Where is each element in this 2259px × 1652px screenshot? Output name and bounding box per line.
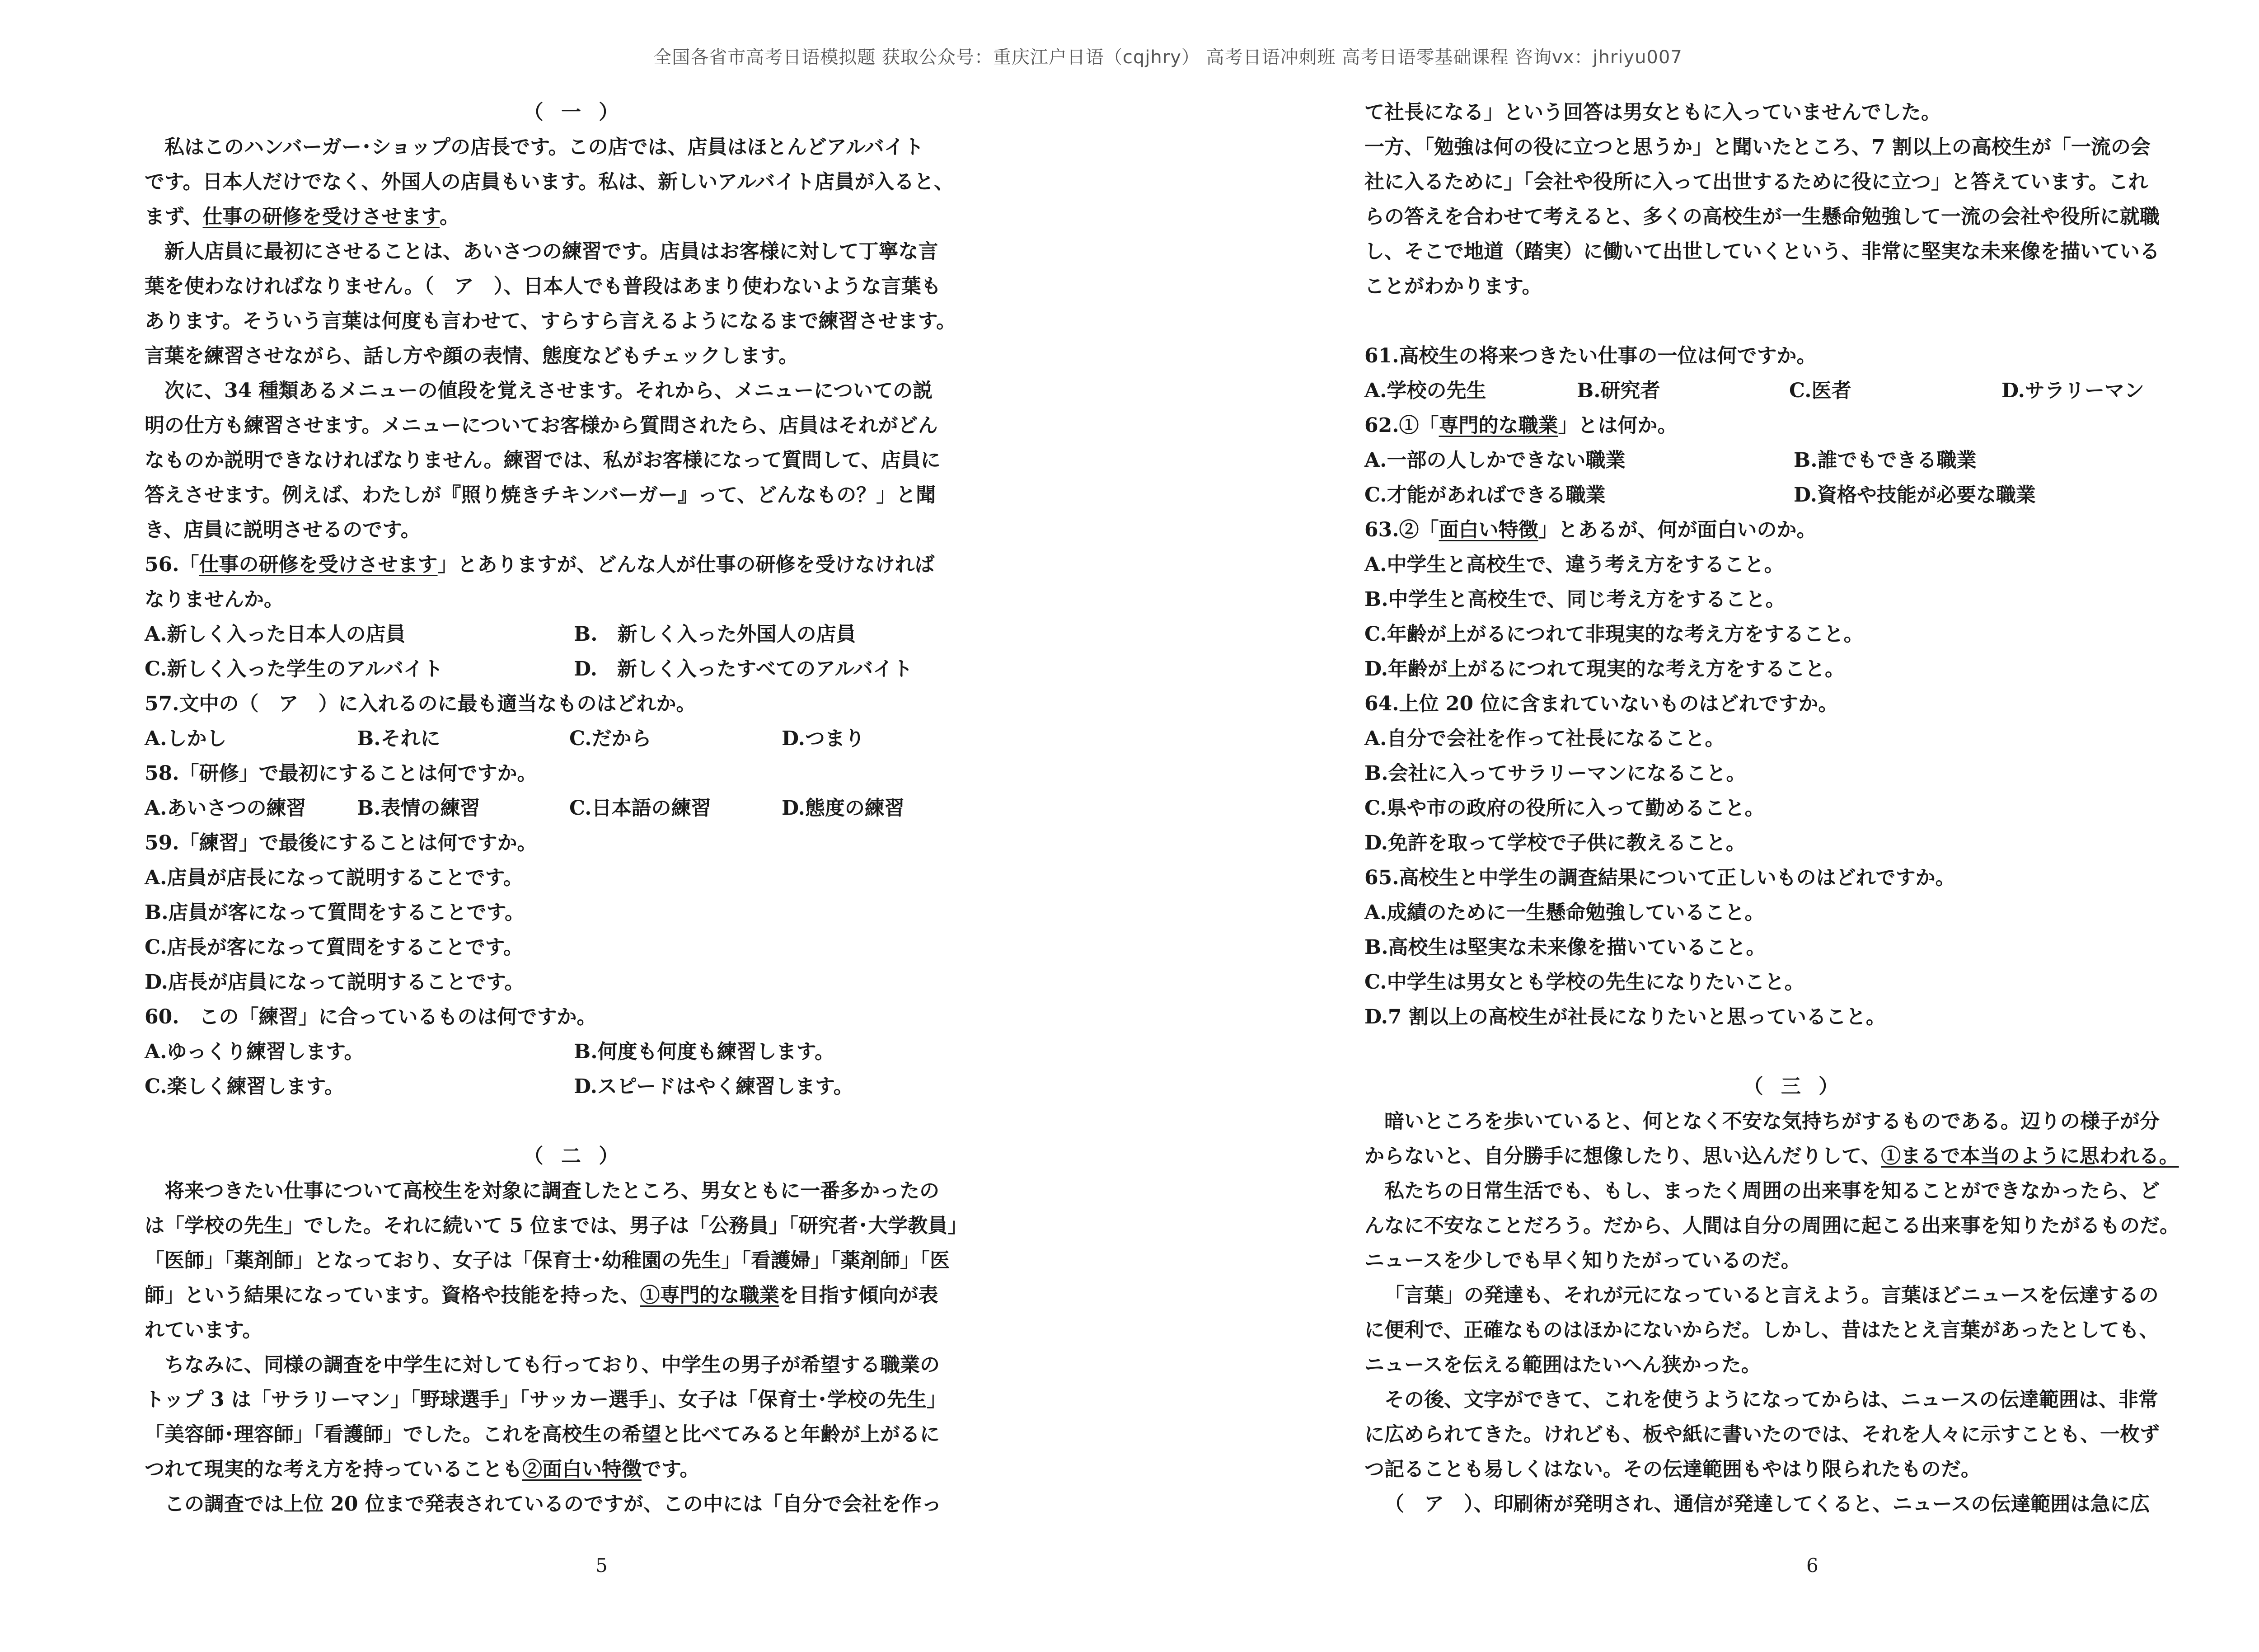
page-number-left: 5 — [595, 1554, 608, 1577]
option-56-a[interactable]: A.新しく入った日本人の店員 — [145, 623, 406, 646]
section-2-passage-a — [145, 1173, 1003, 1278]
passage-line: んなに不安なことだろう。だから、人間は自分の周囲に起こる出来事を知りたがるものだ。 — [1364, 1214, 2179, 1237]
passage-line: あります。そういう言葉は何度も言わせて、すらすら言えるようになるまで練習させます。 — [145, 310, 956, 333]
passage-line: 社に入るために」「会社や役所に入って出世するために役に立つ」と答えています。これ — [1364, 170, 2148, 193]
option-57-a[interactable]: A.しかし — [145, 727, 227, 750]
option-56-d[interactable]: D. 新しく入ったすべてのアルバイト — [574, 657, 913, 681]
passage-line: て社長になる」という回答は男女ともに入っていませんでした。 — [1364, 101, 1941, 124]
option-65-d[interactable]: D.7 割以上の高校生が社長になりたいと思っていること。 — [1364, 1005, 1886, 1028]
option-64-b[interactable]: B.会社に入ってサラリーマンになること。 — [1364, 762, 1746, 785]
passage-line: 葉を使わなければなりません。（ ア ）、日本人でも普段はあまり使わないような言葉も — [145, 275, 941, 298]
passage-line: ニュースを伝える範囲はたいへん狭かった。 — [1364, 1353, 1761, 1376]
passage-line: 言葉を練習させながら、話し方や顔の表情、態度などもチェックします。 — [145, 344, 799, 367]
passage-line: なものか説明できなければなりません。練習では、私がお客様になって質問して、店員に — [145, 449, 941, 472]
left-page — [145, 95, 1003, 1521]
section-3-line-2: からないと、自分勝手に想像したり、思い込んだりして、①まるで本当のように思われる。 — [1364, 1145, 2179, 1168]
option-58-d[interactable]: D.態度の練習 — [782, 797, 905, 820]
passage-line: 明の仕方も練習させます。メニューについてお客様から質問されたら、店員はそれがどん — [145, 414, 938, 437]
right-page — [1364, 95, 2223, 1521]
question-57-stem: 57.文中の（ ア ）に入れるのに最も適当なものはどれか。 — [145, 692, 696, 715]
passage-line: つ記ることも易しくはない。その伝達範囲もやはり限られたものだ。 — [1364, 1458, 1981, 1481]
passage-line: ことがわかります。 — [1364, 275, 1542, 298]
section-2-title: （ 二 ） — [523, 1145, 624, 1168]
question-63-stem: 63.②「面白い特徴」とあるが、何が面白いのか。 — [1364, 518, 1817, 541]
option-61-c[interactable]: C.医者 — [1789, 379, 1851, 402]
question-56-stem: 56.「仕事の研修を受けさせます」とありますが、どんな人が仕事の研修を受けなければ — [145, 553, 935, 576]
passage-line: き、店員に説明させるのです。 — [145, 518, 421, 541]
section-2-continued — [1364, 95, 2223, 304]
option-61-b[interactable]: B.研究者 — [1577, 379, 1660, 402]
option-59-a[interactable]: A.店員が店長になって説明することです。 — [145, 866, 523, 889]
option-57-b[interactable]: B.それに — [357, 727, 441, 750]
option-60-b[interactable]: B.何度も何度も練習します。 — [574, 1040, 834, 1063]
passage-line: （ ア ）、印刷術が発明され、通信が発達してくると、ニュースの伝達範囲は急に広 — [1384, 1492, 2150, 1516]
option-65-a[interactable]: A.成績のために一生懸命勉強していること。 — [1364, 901, 1765, 924]
option-60-c[interactable]: C.楽しく練習します。 — [145, 1075, 345, 1098]
option-61-a[interactable]: A.学校の先生 — [1364, 379, 1486, 402]
option-64-c[interactable]: C.県や市の政府の役所に入って勤めること。 — [1364, 797, 1765, 820]
passage-line: 答えさせます。例えば、わたしが『照り焼きチキンバーガー』って、どんなもの？」と聞 — [145, 483, 936, 507]
passage-line: に広められてきた。けれども、板や紙に書いたのでは、それを人々に示すことも、一枚ず — [1364, 1423, 2160, 1446]
section-3-line-1: 暗いところを歩いていると、何となく不安な気持ちがするものである。辺りの様子が分 — [1384, 1110, 2160, 1133]
option-56-c[interactable]: C.新しく入った学生のアルバイト — [145, 657, 443, 681]
question-65-stem: 65.高校生と中学生の調査結果について正しいものはどれですか。 — [1364, 866, 1955, 889]
question-56-stem-line2: なりませんか。 — [145, 588, 284, 611]
passage-line: 「美容師･理容師」「看護師」でした。これを高校生の希望と比べてみると年齢が上がるに — [145, 1423, 940, 1446]
section-3-title: （ 三 ） — [1743, 1075, 1844, 1098]
passage-line: 私たちの日常生活でも、もし、まったく周囲の出来事を知ることができなかったら、ど — [1384, 1179, 2160, 1202]
option-64-d[interactable]: D.免許を取って学校で子供に教えること。 — [1364, 831, 1746, 854]
option-62-a[interactable]: A.一部の人しかできない職業 — [1364, 449, 1626, 472]
option-59-b[interactable]: B.店員が客になって質問をすることです。 — [145, 901, 525, 924]
passage-line: らの答えを合わせて考えると、多くの高校生が一生懸命勉強して一流の会社や役所に就職 — [1364, 205, 2160, 228]
question-60-options-row1 — [145, 1034, 1003, 1069]
question-62-options-row1 — [1364, 443, 2223, 478]
option-63-c[interactable]: C.年齢が上がるにつれて非現実的な考え方をすること。 — [1364, 623, 1864, 646]
option-56-b[interactable]: B. 新しく入った外国人の店員 — [574, 623, 856, 646]
option-62-c[interactable]: C.才能があればできる職業 — [1364, 483, 1606, 507]
question-61-options — [1364, 373, 2223, 408]
passage-line: まず、仕事の研修を受けさせます。 — [145, 205, 459, 228]
question-56-options-row1 — [145, 617, 1003, 652]
passage-line: 一方、「勉強は何の役に立つと思うか」と聞いたところ、7 割以上の高校生が「一流の会 — [1364, 136, 2151, 159]
section-1-title: （ 一 ） — [523, 101, 624, 124]
option-59-d[interactable]: D.店長が店員になって説明することです。 — [145, 971, 525, 994]
passage-line: 私はこのハンバーガー･ショップの店長です。この店では、店員はほとんどアルバイト — [164, 136, 924, 159]
passage-line: 「医師」「薬剤師」となっており、女子は「保育士･幼稚園の先生」「看護婦」「薬剤師」「医 — [145, 1249, 950, 1272]
option-63-a[interactable]: A.中学生と高校生で、違う考え方をすること。 — [1364, 553, 1784, 576]
option-58-a[interactable]: A.あいさつの練習 — [145, 797, 306, 820]
question-61-stem: 61.高校生の将来つきたい仕事の一位は何ですか。 — [1364, 344, 1817, 367]
passage-line: 将来つきたい仕事について高校生を対象に調査したところ、男女ともに一番多かったの — [164, 1179, 940, 1202]
passage-line: トップ 3 は「サラリーマン」「野球選手」「サッカー選手」、女子は「保育士･学校の先生」 — [145, 1388, 947, 1411]
option-65-c[interactable]: C.中学生は男女とも学校の先生になりたいこと。 — [1364, 971, 1804, 994]
section-2-last-line: この調査では上位 20 位まで発表されているのですが、この中には「自分で会社を作っ — [164, 1492, 942, 1516]
page-header: 全国各省市高考日语模拟题 获取公众号：重庆江户日语（cqjhry） 高考日语冲刺班 高考日语零基础课程 咨询vx：jhriyu007 — [653, 47, 1683, 68]
question-57-options — [145, 721, 1003, 756]
section-2-passage-b — [145, 1313, 1003, 1452]
passage-line: 次に、34 種類あるメニューの値段を覚えさせます。それから、メニューについての説 — [164, 379, 933, 402]
option-64-a[interactable]: A.自分で会社を作って社長になること。 — [1364, 727, 1725, 750]
option-62-b[interactable]: B.誰でもできる職業 — [1794, 449, 1977, 472]
section-1-passage — [145, 130, 1003, 547]
passage-line: に便利で、正確なものはほかにないからだ。しかし、昔はたとえ言葉があったとしても、 — [1364, 1319, 2159, 1342]
page-number-right: 6 — [1806, 1554, 1818, 1577]
passage-line: ニュースを少しでも早く知りたがっているのだ。 — [1364, 1249, 1801, 1272]
passage-line: ちなみに、同様の調査を中学生に対しても行っており、中学生の男子が希望する職業の — [164, 1353, 940, 1376]
section-2-line-underline-2: つれて現実的な考え方を持っていることも②面白い特徴です。 — [145, 1458, 700, 1481]
option-65-b[interactable]: B.高校生は堅実な未来像を描いていること。 — [1364, 936, 1766, 959]
option-63-d[interactable]: D.年齢が上がるにつれて現実的な考え方をすること。 — [1364, 657, 1845, 681]
passage-line: その後、文字ができて、これを使うようになってからは、ニュースの伝達範囲は、非常 — [1384, 1388, 2158, 1411]
question-56-options-row2 — [145, 652, 1003, 686]
passage-line: 「言葉」の発達も、それが元になっていると言えよう。言葉ほどニュースを伝達するの — [1384, 1284, 2159, 1307]
passage-line: し、そこで地道（踏実）に働いて出世していくという、非常に堅実な未来像を描いている — [1364, 240, 2160, 263]
section-3-passage — [1364, 1173, 2223, 1521]
option-63-b[interactable]: B.中学生と高校生で、同じ考え方をすること。 — [1364, 588, 1786, 611]
question-58-options — [145, 791, 1003, 826]
question-64-stem: 64.上位 20 位に含まれていないものはどれですか。 — [1364, 692, 1838, 715]
option-60-d[interactable]: D.スピードはやく練習します。 — [574, 1075, 853, 1098]
option-57-d[interactable]: D.つまり — [782, 727, 865, 750]
question-59-stem: 59.「練習」で最後にすることは何ですか。 — [145, 831, 537, 854]
option-60-a[interactable]: A.ゆっくり練習します。 — [145, 1040, 364, 1063]
section-2-line-underline-1: 師」という結果になっています。資格や技能を持った、①専門的な職業を目指す傾向が表 — [145, 1284, 938, 1307]
option-58-b[interactable]: B.表情の練習 — [357, 797, 480, 820]
passage-line: れています。 — [145, 1319, 262, 1342]
question-62-options-row2 — [1364, 478, 2223, 512]
passage-line: です。日本人だけでなく、外国人の店員もいます。私は、新しいアルバイト店員が入ると、 — [145, 170, 954, 193]
option-59-c[interactable]: C.店長が客になって質問をすることです。 — [145, 936, 524, 959]
question-60-stem: 60. この「練習」に合っているものは何ですか。 — [145, 1005, 597, 1028]
question-60-options-row2 — [145, 1069, 1003, 1104]
option-57-c[interactable]: C.だから — [569, 727, 651, 750]
question-62-stem: 62.①「専門的な職業」とは何か。 — [1364, 414, 1678, 437]
option-58-c[interactable]: C.日本語の練習 — [569, 797, 711, 820]
option-62-d[interactable]: D.資格や技能が必要な職業 — [1794, 483, 2036, 507]
option-61-d[interactable]: D.サラリーマン — [2001, 379, 2144, 402]
passage-line: 新人店員に最初にさせることは、あいさつの練習です。店員はお客様に対して丁寧な言 — [164, 240, 938, 263]
passage-line: は「学校の先生」でした。それに続いて 5 位までは、男子は「公務員」「研究者･大学教員」 — [145, 1214, 968, 1237]
question-58-stem: 58.「研修」で最初にすることは何ですか。 — [145, 762, 537, 785]
